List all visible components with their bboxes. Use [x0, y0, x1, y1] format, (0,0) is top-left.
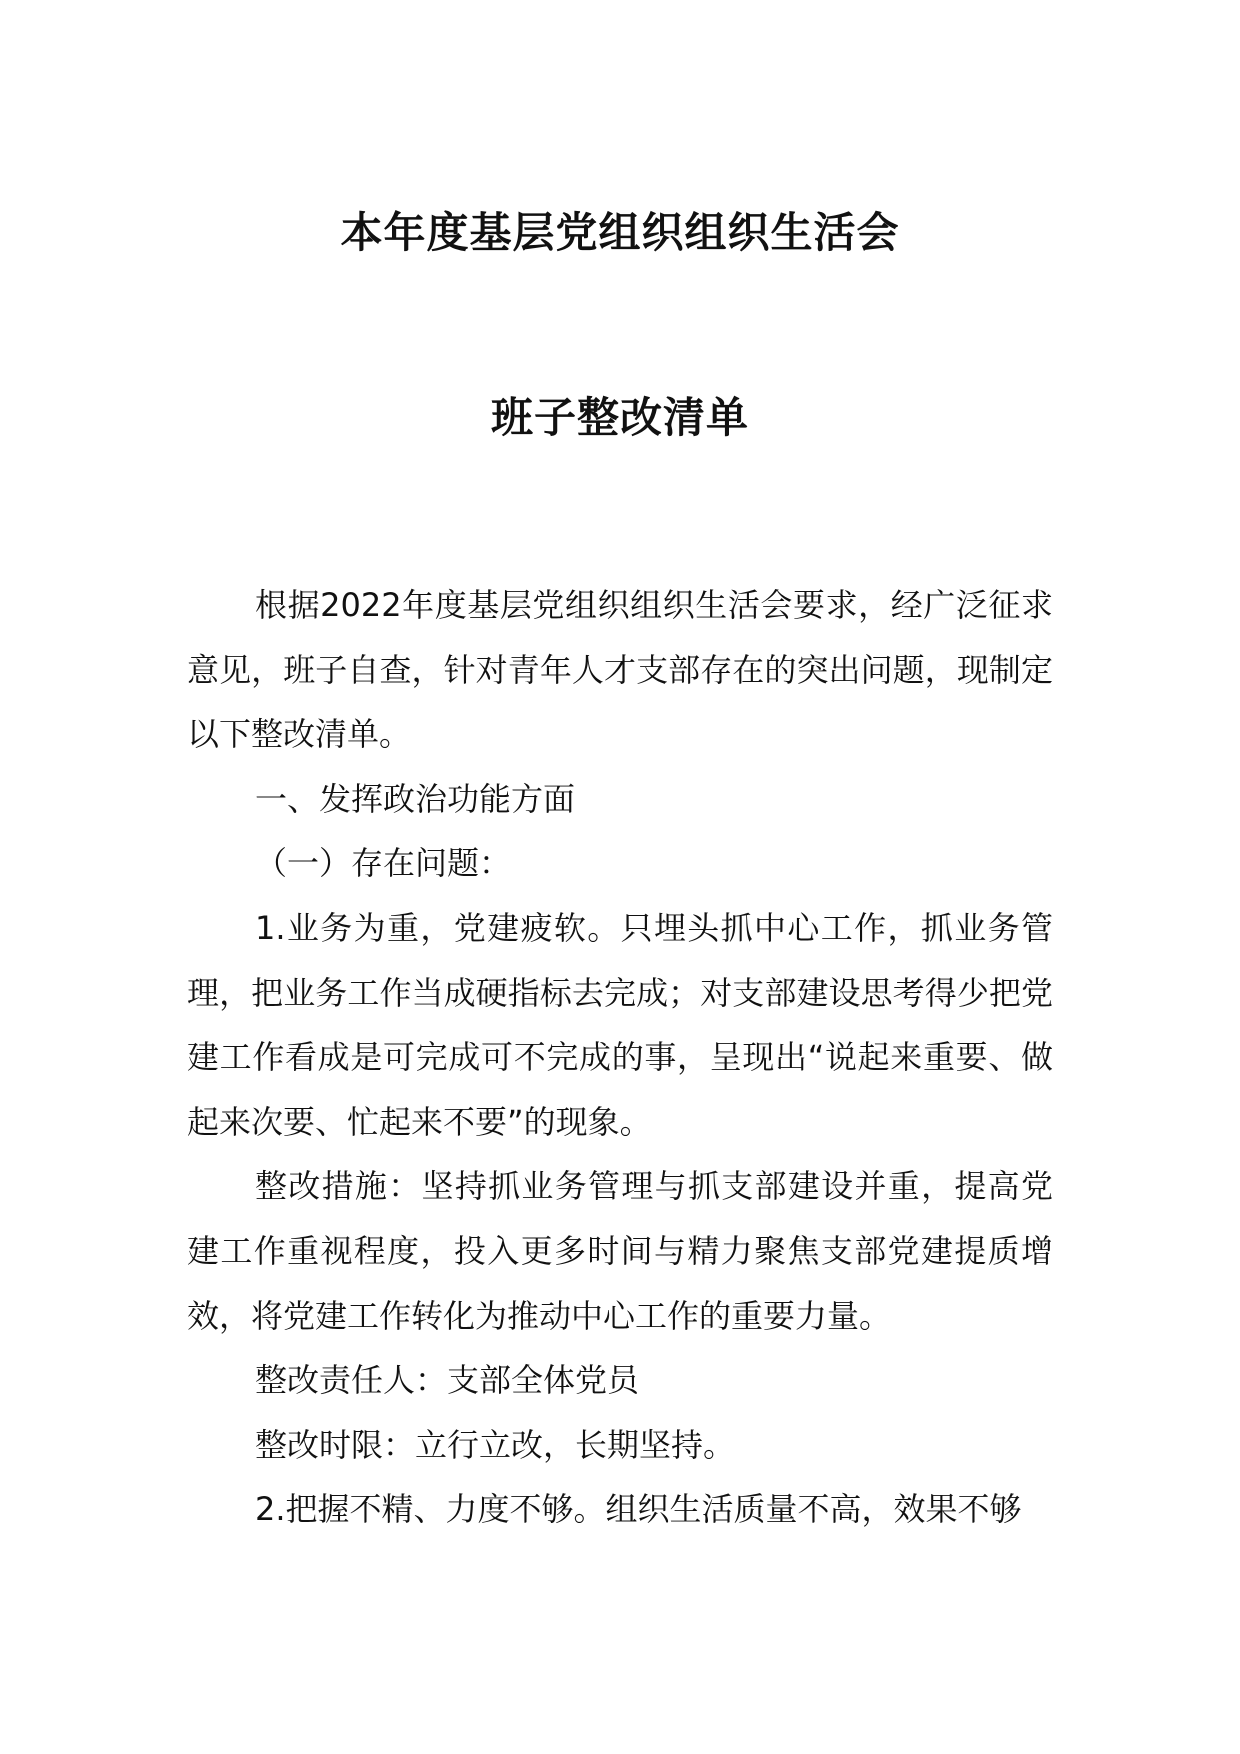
responsible-person: 整改责任人：支部全体党员 — [255, 1361, 640, 1400]
intro-paragraph: 根据2022年度基层党组织组织生活会要求，经广泛征求意见，班子自查，针对青年人才支部存在的突出问题，现制定以下整改清单。 — [187, 586, 1053, 754]
issue-paragraph-2: 2.把握不精、力度不够。组织生活质量不高，效果不够 — [255, 1490, 1022, 1529]
document-body — [187, 573, 1053, 1542]
issue-paragraph-1: 1.业务为重，党建疲软。只埋头抓中心工作，抓业务管理，把业务工作当成硬指标去完成；对支部建设思考得少把党建工作看成是可完成可不完成的事，呈现出“说起来重要、做起来次要、忙起来不要”的现象。 — [187, 908, 1053, 1141]
document-title-line-2: 班子整改清单 — [490, 393, 749, 442]
document-title-line-1: 本年度基层党组织组织生活会 — [340, 208, 900, 257]
measures-paragraph: 整改措施：坚持抓业务管理与抓支部建设并重，提高党建工作重视程度，投入更多时间与精力聚焦支部党建提质增效，将党建工作转化为推动中心工作的重要力量。 — [187, 1167, 1053, 1335]
subsection-heading: （一）存在问题： — [255, 844, 512, 883]
section-heading: 一、发挥政治功能方面 — [255, 779, 576, 818]
deadline: 整改时限：立行立改，长期坚持。 — [255, 1425, 736, 1464]
